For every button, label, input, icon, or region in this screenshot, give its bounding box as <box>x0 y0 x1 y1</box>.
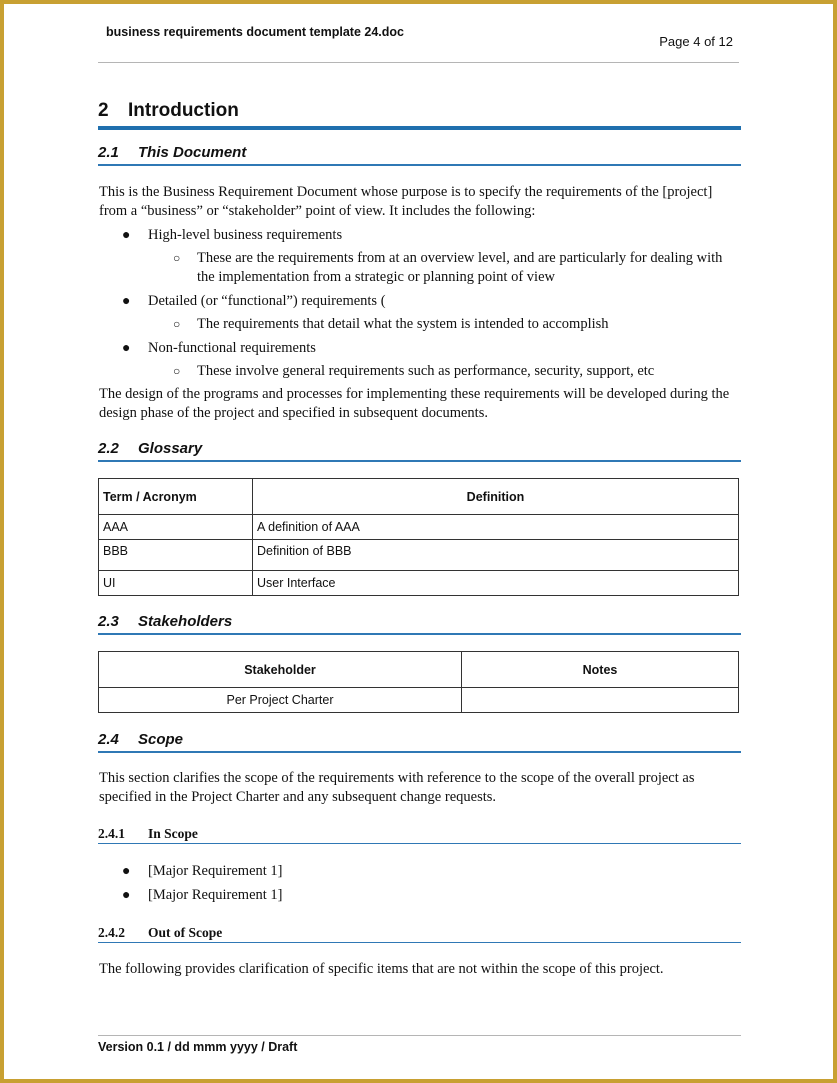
list-item-label: [Major Requirement 1] <box>148 887 283 903</box>
circle-bullet-icon: ○ <box>173 317 181 331</box>
heading-number: 2.3 <box>98 613 119 630</box>
table-cell: Per Project Charter <box>99 688 462 713</box>
this-document-intro: This is the Business Requirement Document whose purpose is to specify the requirements of the [project] from a “business” or “stakeholder” point of view. It includes the following: <box>99 184 713 219</box>
circle-bullet-icon: ○ <box>173 364 181 378</box>
heading-number: 2.4.1 <box>98 826 125 841</box>
heading-text: In Scope <box>148 826 198 841</box>
list-item <box>122 862 722 881</box>
glossary-table <box>98 478 739 596</box>
heading-number: 2.1 <box>98 144 119 161</box>
heading-text: Introduction <box>128 100 239 121</box>
stakeholders-table <box>98 651 739 713</box>
scope-text: This section clarifies the scope of the requirements with reference to the scope of the overall project as specified in the Project Charter and any subsequent change requests. <box>99 770 695 805</box>
heading-text: This Document <box>138 144 247 161</box>
bullet-icon: ● <box>122 888 131 903</box>
bullet-icon: ● <box>122 228 131 243</box>
list-item <box>122 292 722 311</box>
column-header: Definition <box>253 479 739 515</box>
heading-text: Scope <box>138 731 184 748</box>
circle-bullet-icon: ○ <box>173 251 181 265</box>
list-item <box>122 886 722 905</box>
sub-list-item-text: These are the requirements from at an overview level, and are particularly for dealing with the implementation from a strategic or planning point of view <box>197 250 723 285</box>
footer-version: Version 0.1 / dd mmm yyyy / Draft <box>98 1040 298 1054</box>
sub-list-item-text: The requirements that detail what the system is intended to accomplish <box>197 316 609 332</box>
table-cell: Definition of BBB <box>253 540 739 571</box>
list-item-label: Detailed (or “functional”) requirements ( <box>148 293 386 309</box>
heading-text: Out of Scope <box>148 925 223 940</box>
heading-glossary <box>98 440 741 462</box>
bullet-icon: ● <box>122 341 131 356</box>
table-cell: User Interface <box>253 571 739 596</box>
table-cell: A definition of AAA <box>253 515 739 540</box>
footer-divider <box>98 1035 741 1036</box>
column-header: Term / Acronym <box>99 479 253 515</box>
sub-list-item <box>173 362 733 381</box>
this-document-closing: The design of the programs and processes for implementing these requirements will be developed during the design phase of the project and specified in subsequent documents. <box>99 386 730 421</box>
table-cell: BBB <box>99 540 253 571</box>
heading-stakeholders <box>98 613 741 635</box>
sub-list-item <box>173 249 733 287</box>
header-page-number: Page 4 of 12 <box>659 34 733 49</box>
heading-in-scope <box>98 826 741 844</box>
heading-number: 2 <box>98 100 109 121</box>
heading-text: Stakeholders <box>138 613 233 630</box>
sub-list-item <box>173 315 733 334</box>
heading-number: 2.2 <box>98 440 119 457</box>
list-item-label: High-level business requirements <box>148 227 343 243</box>
out-of-scope-text: The following provides clarification of specific items that are not within the scope of this project. <box>99 961 664 977</box>
heading-this-document <box>98 144 741 166</box>
list-item-label: Non-functional requirements <box>148 340 316 356</box>
list-item-label: [Major Requirement 1] <box>148 863 283 879</box>
table-row <box>99 515 739 540</box>
header-doc-title: business requirements document template 24.doc <box>106 25 404 39</box>
table-row <box>99 688 739 713</box>
heading-out-of-scope <box>98 925 741 943</box>
heading-text: Glossary <box>138 440 203 457</box>
table-header-row <box>99 479 739 515</box>
heading-number: 2.4 <box>98 731 119 748</box>
list-item <box>122 226 722 245</box>
column-header: Notes <box>462 652 739 688</box>
table-header-row <box>99 652 739 688</box>
table-cell <box>462 688 739 713</box>
bullet-icon: ● <box>122 864 131 879</box>
list-item <box>122 339 722 358</box>
heading-number: 2.4.2 <box>98 925 125 940</box>
bullet-icon: ● <box>122 294 131 309</box>
header-divider <box>98 62 739 63</box>
table-row <box>99 540 739 571</box>
heading-scope <box>98 731 741 753</box>
heading-introduction <box>98 98 741 130</box>
table-row <box>99 571 739 596</box>
table-cell: AAA <box>99 515 253 540</box>
column-header: Stakeholder <box>99 652 462 688</box>
table-cell: UI <box>99 571 253 596</box>
sub-list-item-text: These involve general requirements such as performance, security, support, etc <box>197 363 655 379</box>
